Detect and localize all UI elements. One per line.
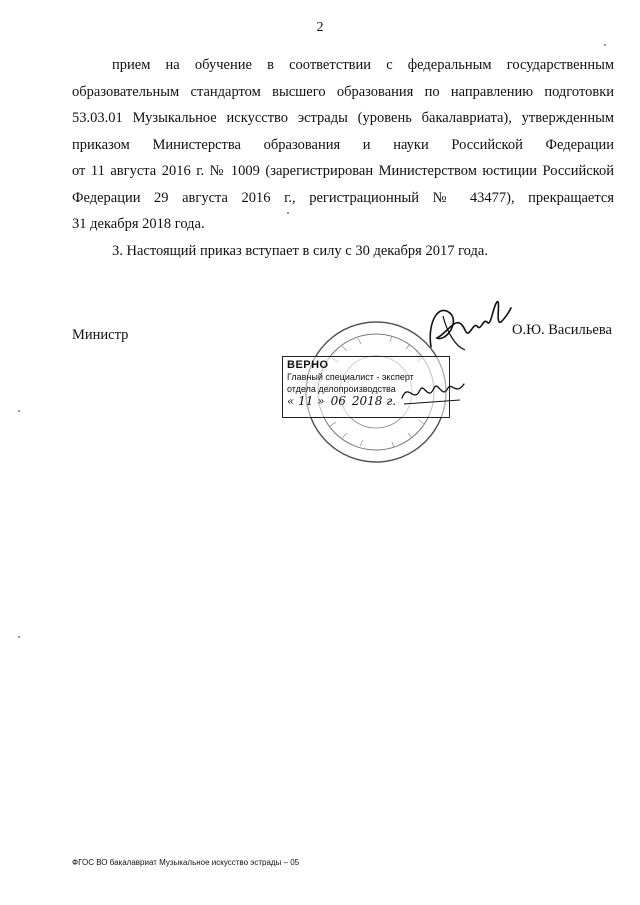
scan-speck [18,410,20,412]
body-line: Федерации 29 августа 2016 г., регистрационный № 43477), прекращается [72,189,614,206]
stamp-date-month: 06 [330,394,346,408]
stamp-date-day: « 11 » [287,394,325,408]
stamp-signature [400,374,466,410]
scan-speck [18,636,20,638]
page-number: 2 [316,20,324,35]
position-title: Министр [72,327,129,343]
certification-stamp [282,318,472,468]
document-footer: ФГОС ВО бакалавриат Музыкальное искусство эстрады – 05 [72,858,300,867]
body-line: 53.03.01 Музыкальное искусство эстрады (уровень бакалавриата), утвержденным [72,110,614,126]
verno-title: ВЕРНО [287,359,329,371]
stamp-date-year: 2018 г. [351,394,397,408]
document-body [72,52,614,264]
signer-name: О.Ю. Васильева [512,322,612,338]
body-line: приказом Министерства образования и науки Российской Федерации [72,136,614,153]
body-line: прием на обучение в соответствии с федеральным государственным [112,57,614,73]
scan-speck [287,212,289,214]
body-line: от 11 августа 2016 г. № 1009 (зарегистрирован Министерством юстиции Российской [72,163,614,179]
stamp-position-line: Главный специалист - эксперт [287,372,414,382]
body-line: образовательным стандартом высшего образования по направлению подготовки [72,83,614,100]
scan-speck [604,44,606,46]
stamp-department-line: отдела делопроизводства [287,384,396,394]
paragraph-3: 3. Настоящий приказ вступает в силу с 30 декабря 2017 года. [112,242,488,259]
body-line: 31 декабря 2018 года. [72,216,205,232]
